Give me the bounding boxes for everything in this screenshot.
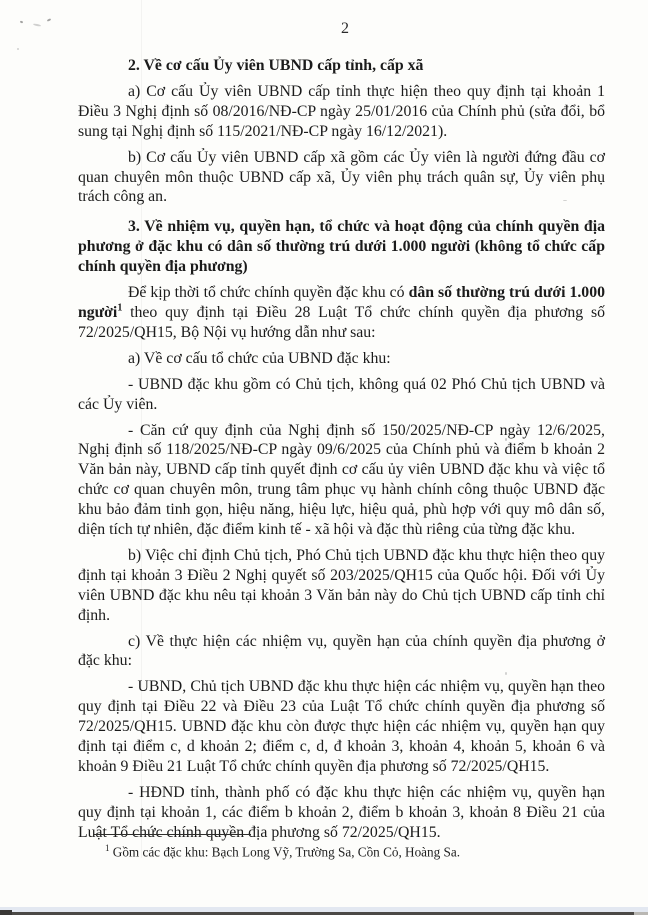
footnote-separator-rule [93,834,251,835]
section-3-point-a-item-2: - Căn cứ quy định của Nghị định số 150/2025/NĐ-CP ngày 12/6/2025, Nghị định số 118/2025/NĐ-CP ngày 09/6/2025 của Chính phủ và điểm b khoản 2 Văn bản này, UBND cấp tỉnh quyết định cơ cấu ủy viên UBND đặc khu và việc tổ chức cơ quan chuyên môn, trung tâm phục vụ hành chính công thuộc UBND đặc khu bảo đảm tinh gọn, hiệu năng, hiệu lực, hiệu quả, phù hợp với quy mô dân số, diện tích tự nhiên, đặc điểm kinh tế - xã hội và đặc thù riêng của từng đặc khu. [78,421,605,539]
document-body [78,56,605,843]
scan-bottom-corner [0,910,12,915]
section-3-point-a: a) Về cơ cấu tổ chức của UBND đặc khu: [128,349,391,367]
scan-speckle [17,48,19,50]
section-3-point-b: b) Việc chỉ định Chủ tịch, Phó Chủ tịch UBND đặc khu thực hiện theo quy định tại khoản 3 Điều 2 Nghị quyết số 203/2025/QH15 của Quốc hội. Đối với Ủy viên UBND đặc khu nêu tại khoản 3 Văn bản này do Chủ tịch UBND cấp tỉnh chỉ định. [78,546,605,624]
footnote-marker: 1 [105,843,110,853]
section-3-point-c: c) Về thực hiện các nhiệm vụ, quyền hạn của chính quyền địa phương ở đặc khu: [78,632,605,670]
intro-text-post: theo quy định tại Điều 28 Luật Tổ chức chính quyền địa phương số 72/2025/QH15, Bộ Nội vụ hướng dẫn như sau: [78,303,605,341]
section-3-point-c-item-1: - UBND, Chủ tịch UBND đặc khu thực hiện các nhiệm vụ, quyền hạn theo quy định tại Điều 22 và Điều 23 của Luật Tổ chức chính quyền địa phương số 72/2025/QH15. UBND đặc khu còn được thực hiện các nhiệm vụ, quyền hạn quy định tại điểm c, d khoản 2; điểm c, d, đ khoản 3, khoản 4, khoản 5, khoản 6 và khoản 9 Điều 21 Luật Tổ chức chính quyền địa phương số 72/2025/QH15. [78,678,605,775]
footnote-text: Gồm các đặc khu: Bạch Long Vỹ, Trường Sa, Cồn Cỏ, Hoàng Sa. [109,844,460,860]
page-number: 2 [341,20,349,37]
intro-text-bold: dân số thường trú dưới 1.000 người [78,284,605,321]
section-2-point-b: b) Cơ cấu Ủy viên UBND cấp xã gồm các Ủy viên là người đứng đầu cơ quan chuyên môn thuộc UBND cấp xã, Ủy viên phụ trách quân sự, Ủy viên phụ trách công an. [78,148,605,206]
footnote [78,840,605,860]
section-2-point-a: a) Cơ cấu Ủy viên UBND cấp tỉnh thực hiện theo quy định tại khoản 1 Điều 3 Nghị định số 08/2016/NĐ-CP ngày 25/01/2016 của Chính phủ (sửa đổi, bổ sung tại Nghị định số 115/2021/NĐ-CP ngày 16/12/2021). [78,82,605,140]
section-3-point-c-item-2: - HĐND tỉnh, thành phố có đặc khu thực hiện các nhiệm vụ, quyền hạn quy định tại khoản 1, các điểm b khoản 2, điểm b khoản 3, khoản 8 Điều 21 của Luật Tổ chức chính quyền địa phương số 72/2025/QH15. [78,783,605,841]
section-2-heading: 2. Về cơ cấu Ủy viên UBND cấp tỉnh, cấp xã [128,57,424,74]
footnote-area [78,834,605,860]
footnote-reference: 1 [117,302,123,314]
section-3-point-a-item-1: - UBND đặc khu gồm có Chủ tịch, không quá 02 Phó Chủ tịch UBND và các Ủy viên. [78,375,605,413]
intro-text-pre: Để kịp thời tổ chức chính quyền đặc khu có [128,284,409,302]
section-3-intro [78,283,605,343]
section-3-heading: 3. Về nhiệm vụ, quyền hạn, tổ chức và hoạt động của chính quyền địa phương ở đặc khu có dân số thường trú dưới 1.000 người (không tổ chức cấp chính quyền địa phương) [78,218,605,276]
